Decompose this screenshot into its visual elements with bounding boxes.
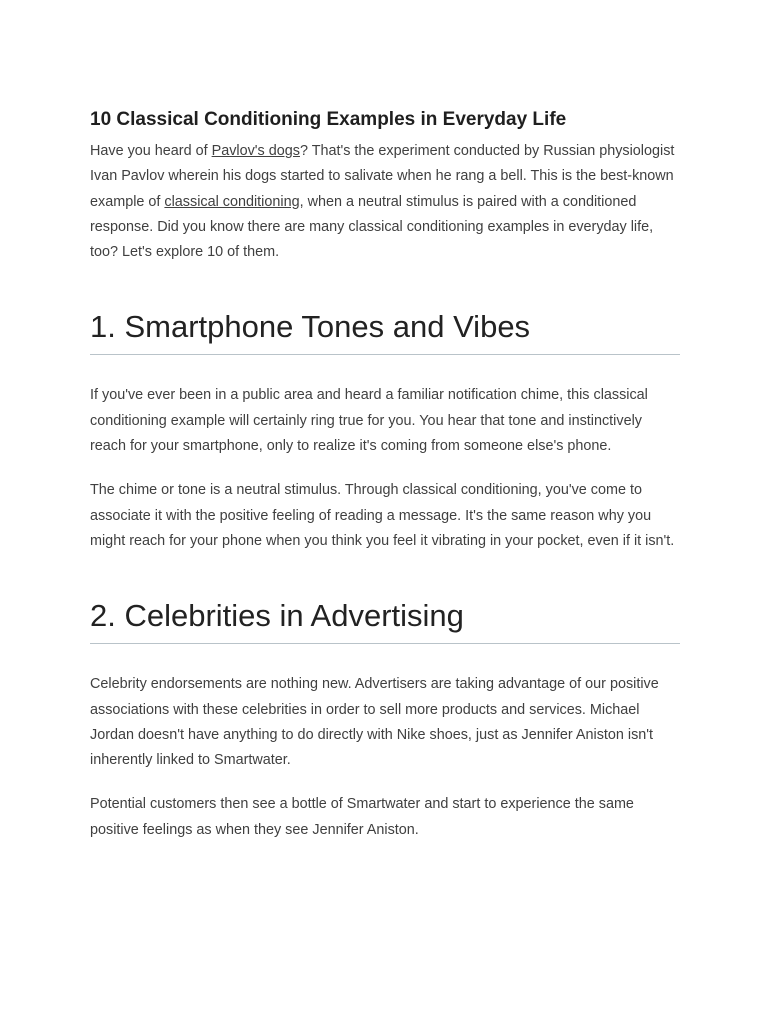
intro-text-2: ? That's the experiment conducted by Russian physiologist Ivan Pavlov wherein his dogs started to salivate when he rang a bell. This is the best-known example of — [90, 143, 675, 210]
section-smartphone-tones — [90, 307, 680, 554]
article-body — [90, 108, 680, 843]
section-divider — [90, 354, 680, 355]
section-divider — [90, 643, 680, 644]
article-title: 10 Classical Conditioning Examples in Everyday Life — [90, 109, 567, 130]
intro-paragraph — [90, 139, 680, 265]
section-heading: 1. Smartphone Tones and Vibes — [90, 309, 531, 345]
intro-text-3: , when a neutral stimulus is paired with a conditioned response. Did you know there are many classical conditioning examples in everyday life, too? Let's explore 10 of them. — [90, 193, 654, 261]
intro-text-1: Have you heard of — [90, 143, 212, 159]
pavlovs-dogs-link[interactable]: Pavlov's dogs — [211, 143, 300, 159]
section-heading: 2. Celebrities in Advertising — [90, 598, 464, 634]
classical-conditioning-link[interactable]: classical conditioning — [164, 193, 300, 210]
section-celebrities-advertising — [90, 596, 680, 843]
section-paragraph: The chime or tone is a neutral stimulus. Through classical conditioning, you've come to associate it with the positive feeling of reading a message. It's the same reason why you might reach for your phone when you think you feel it vibrating in your pocket, even if it isn't. — [90, 482, 675, 549]
section-paragraph: Celebrity endorsements are nothing new. Advertisers are taking advantage of our positive associations with these celebrities in order to sell more products and services. Michael Jordan doesn't have anything to do directly with Nike shoes, just as Jennifer Aniston isn't inherently linked to Smartwater. — [90, 676, 659, 769]
section-paragraph: If you've ever been in a public area and heard a familiar notification chime, this classical conditioning example will certainly ring true for you. You hear that tone and instinctively reach for your smartphone, only to realize it's coming from someone else's phone. — [90, 387, 648, 455]
section-paragraph: Potential customers then see a bottle of Smartwater and start to experience the same positive feelings as when they see Jennifer Aniston. — [90, 796, 634, 838]
